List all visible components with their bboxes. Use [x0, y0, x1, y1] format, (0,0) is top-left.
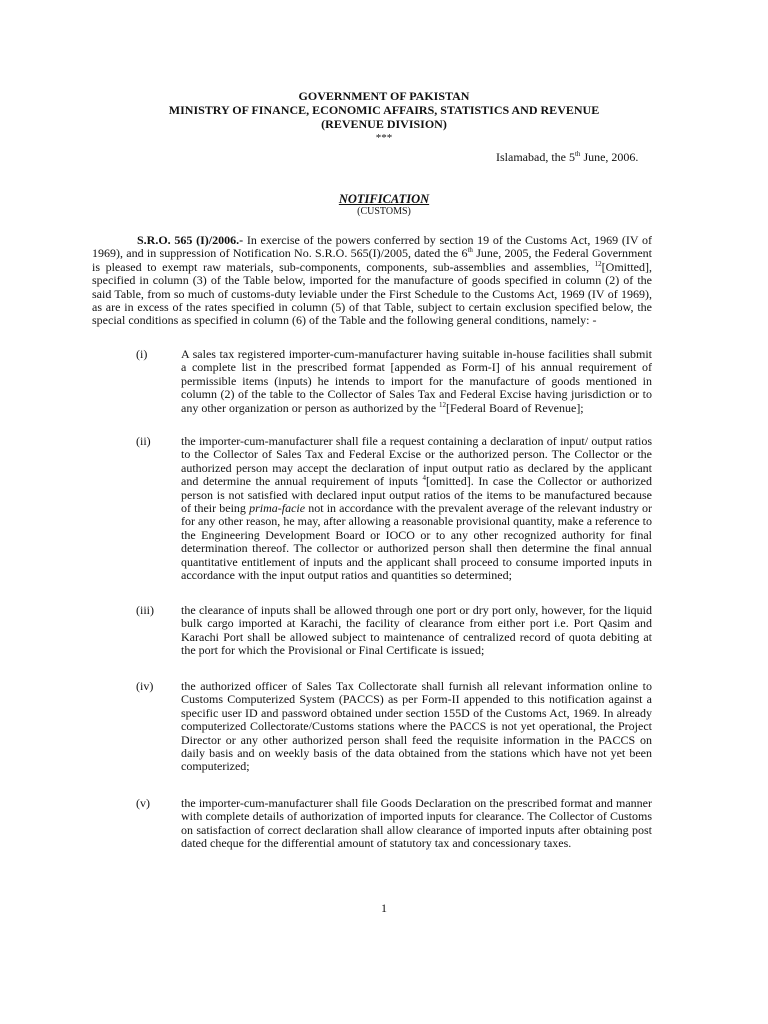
- condition-text-part: not in accordance with the prevalent average of the relevant industry or for any other reason, he may, after allowing a reasonable provisional quantity, make a reference to the Engineering Development Board or IOCO or to any other recognized authority for final determination thereof. The collector or authorized person shall then determine the final annual quantitative entitlement of inputs and the applicant shall proceed to consume imported inputs in accordance with the input output ratios and quantities so determined;: [181, 501, 652, 583]
- dateline-sup: th: [574, 150, 581, 158]
- condition-text-part: [Federal Board of Revenue];: [446, 400, 584, 415]
- sro-number: S.R.O. 565 (I)/2006.-: [137, 233, 244, 247]
- condition-text-part: the importer-cum-manufacturer shall file a request containing a declaration of input/ output ratios to the Collector of Sales Tax and Federal Excise or the authorized person. The Collector or the authorized person may accept the declaration of input output ratio as declared by the applicant and determine the annual requirement of inputs: [181, 434, 652, 489]
- condition-number: (ii): [136, 434, 151, 448]
- condition-sup: 12: [439, 400, 447, 409]
- condition-text: [181, 348, 652, 415]
- dateline-post: June, 2006.: [580, 150, 639, 164]
- condition-text: [181, 435, 652, 582]
- intro-text-2: June, 2005, the Federal Government is pleased to exempt raw materials, sub-components, components, sub-assemblies and assemblies,: [92, 246, 653, 274]
- header-government: GOVERNMENT OF PAKISTAN: [298, 89, 470, 103]
- condition-number: (v): [136, 796, 150, 810]
- notification-title: NOTIFICATION: [338, 192, 430, 206]
- intro-text-3: [Omitted], specified in column (3) of the Table below, imported for the manufacture of goods specified in column (2) of the said Table, from so much of customs-duty leviable under the First Schedule to the Customs Act, 1969 (IV of 1969), as are in excess of the rates specified in column (5) of that Table, subject to certain exclusion specified below, the special conditions as specified in column (6) of the Table and the following general conditions, namely: -: [92, 259, 652, 328]
- condition-text: the authorized officer of Sales Tax Collectorate shall furnish all relevant information online to Customs Computerized System (PACCS) as per Form-II appended to this notification against a specific user ID and password obtained under section 155D of the Customs Act, 1969. In already computerized Collectorate/Customs stations where the PACCS is not yet operational, the Project Director or any other authorized person shall feed the requisite information in the PACCS on daily basis and on weekly basis of the data obtained from the stations which have not yet been computerized;: [181, 679, 652, 774]
- notification-subtitle: (CUSTOMS): [357, 206, 411, 217]
- header-ministry: MINISTRY OF FINANCE, ECONOMIC AFFAIRS, STATISTICS AND REVENUE: [168, 103, 600, 117]
- page-number: 1: [381, 901, 387, 915]
- intro-paragraph: [92, 234, 652, 328]
- condition-italic-term: prima-facie: [249, 501, 306, 516]
- intro-sup-1: th: [467, 246, 473, 255]
- intro-text-1: In exercise of the powers conferred by section 19 of the Customs Act, 1969 (IV of 1969), and in suppression of Notification No. S.R.O. 565(I)/2005, dated the 6: [92, 233, 652, 261]
- dateline: [496, 150, 638, 164]
- condition-text-part: A sales tax registered importer-cum-manufacturer having suitable in-house facilities shall submit a complete list in the prescribed format [appended as Form-I] of his annual requirement of permissible items (inputs) he intends to import for the manufacture of goods mentioned in column (2) of the table to the Collector of Sales Tax and Federal Excise having jurisdiction or to any other organization or person as authorized by the: [181, 347, 652, 415]
- condition-text: the clearance of inputs shall be allowed through one port or dry port only, however, for the liquid bulk cargo imported at Karachi, the facility of clearance from either port i.e. Port Qasim and Karachi Port shall be allowed subject to maintenance of centralized record of quota debiting at the port for which the Provisional or Final Certificate is issued;: [181, 603, 652, 658]
- dateline-pre: Islamabad, the 5: [496, 150, 575, 164]
- condition-number: (iii): [136, 603, 154, 617]
- condition-text: the importer-cum-manufacturer shall file Goods Declaration on the prescribed format and manner with complete details of authorization of imported inputs for clearance. The Collector of Customs on satisfaction of correct declaration shall allow clearance of imported inputs after obtaining post dated cheque for the differential amount of statutory tax and concessionary taxes.: [181, 796, 652, 851]
- condition-sup: 4: [422, 474, 427, 483]
- condition-number: (iv): [136, 679, 154, 693]
- intro-sup-2: 12: [594, 259, 602, 268]
- condition-text-part: [omitted]. In case the Collector or authorized person is not satisfied with declared input output ratios of the items to be manufactured because of their being: [181, 474, 652, 516]
- header-division: (REVENUE DIVISION): [321, 117, 447, 131]
- header-stars: ***: [375, 132, 393, 144]
- condition-number: (i): [136, 347, 148, 361]
